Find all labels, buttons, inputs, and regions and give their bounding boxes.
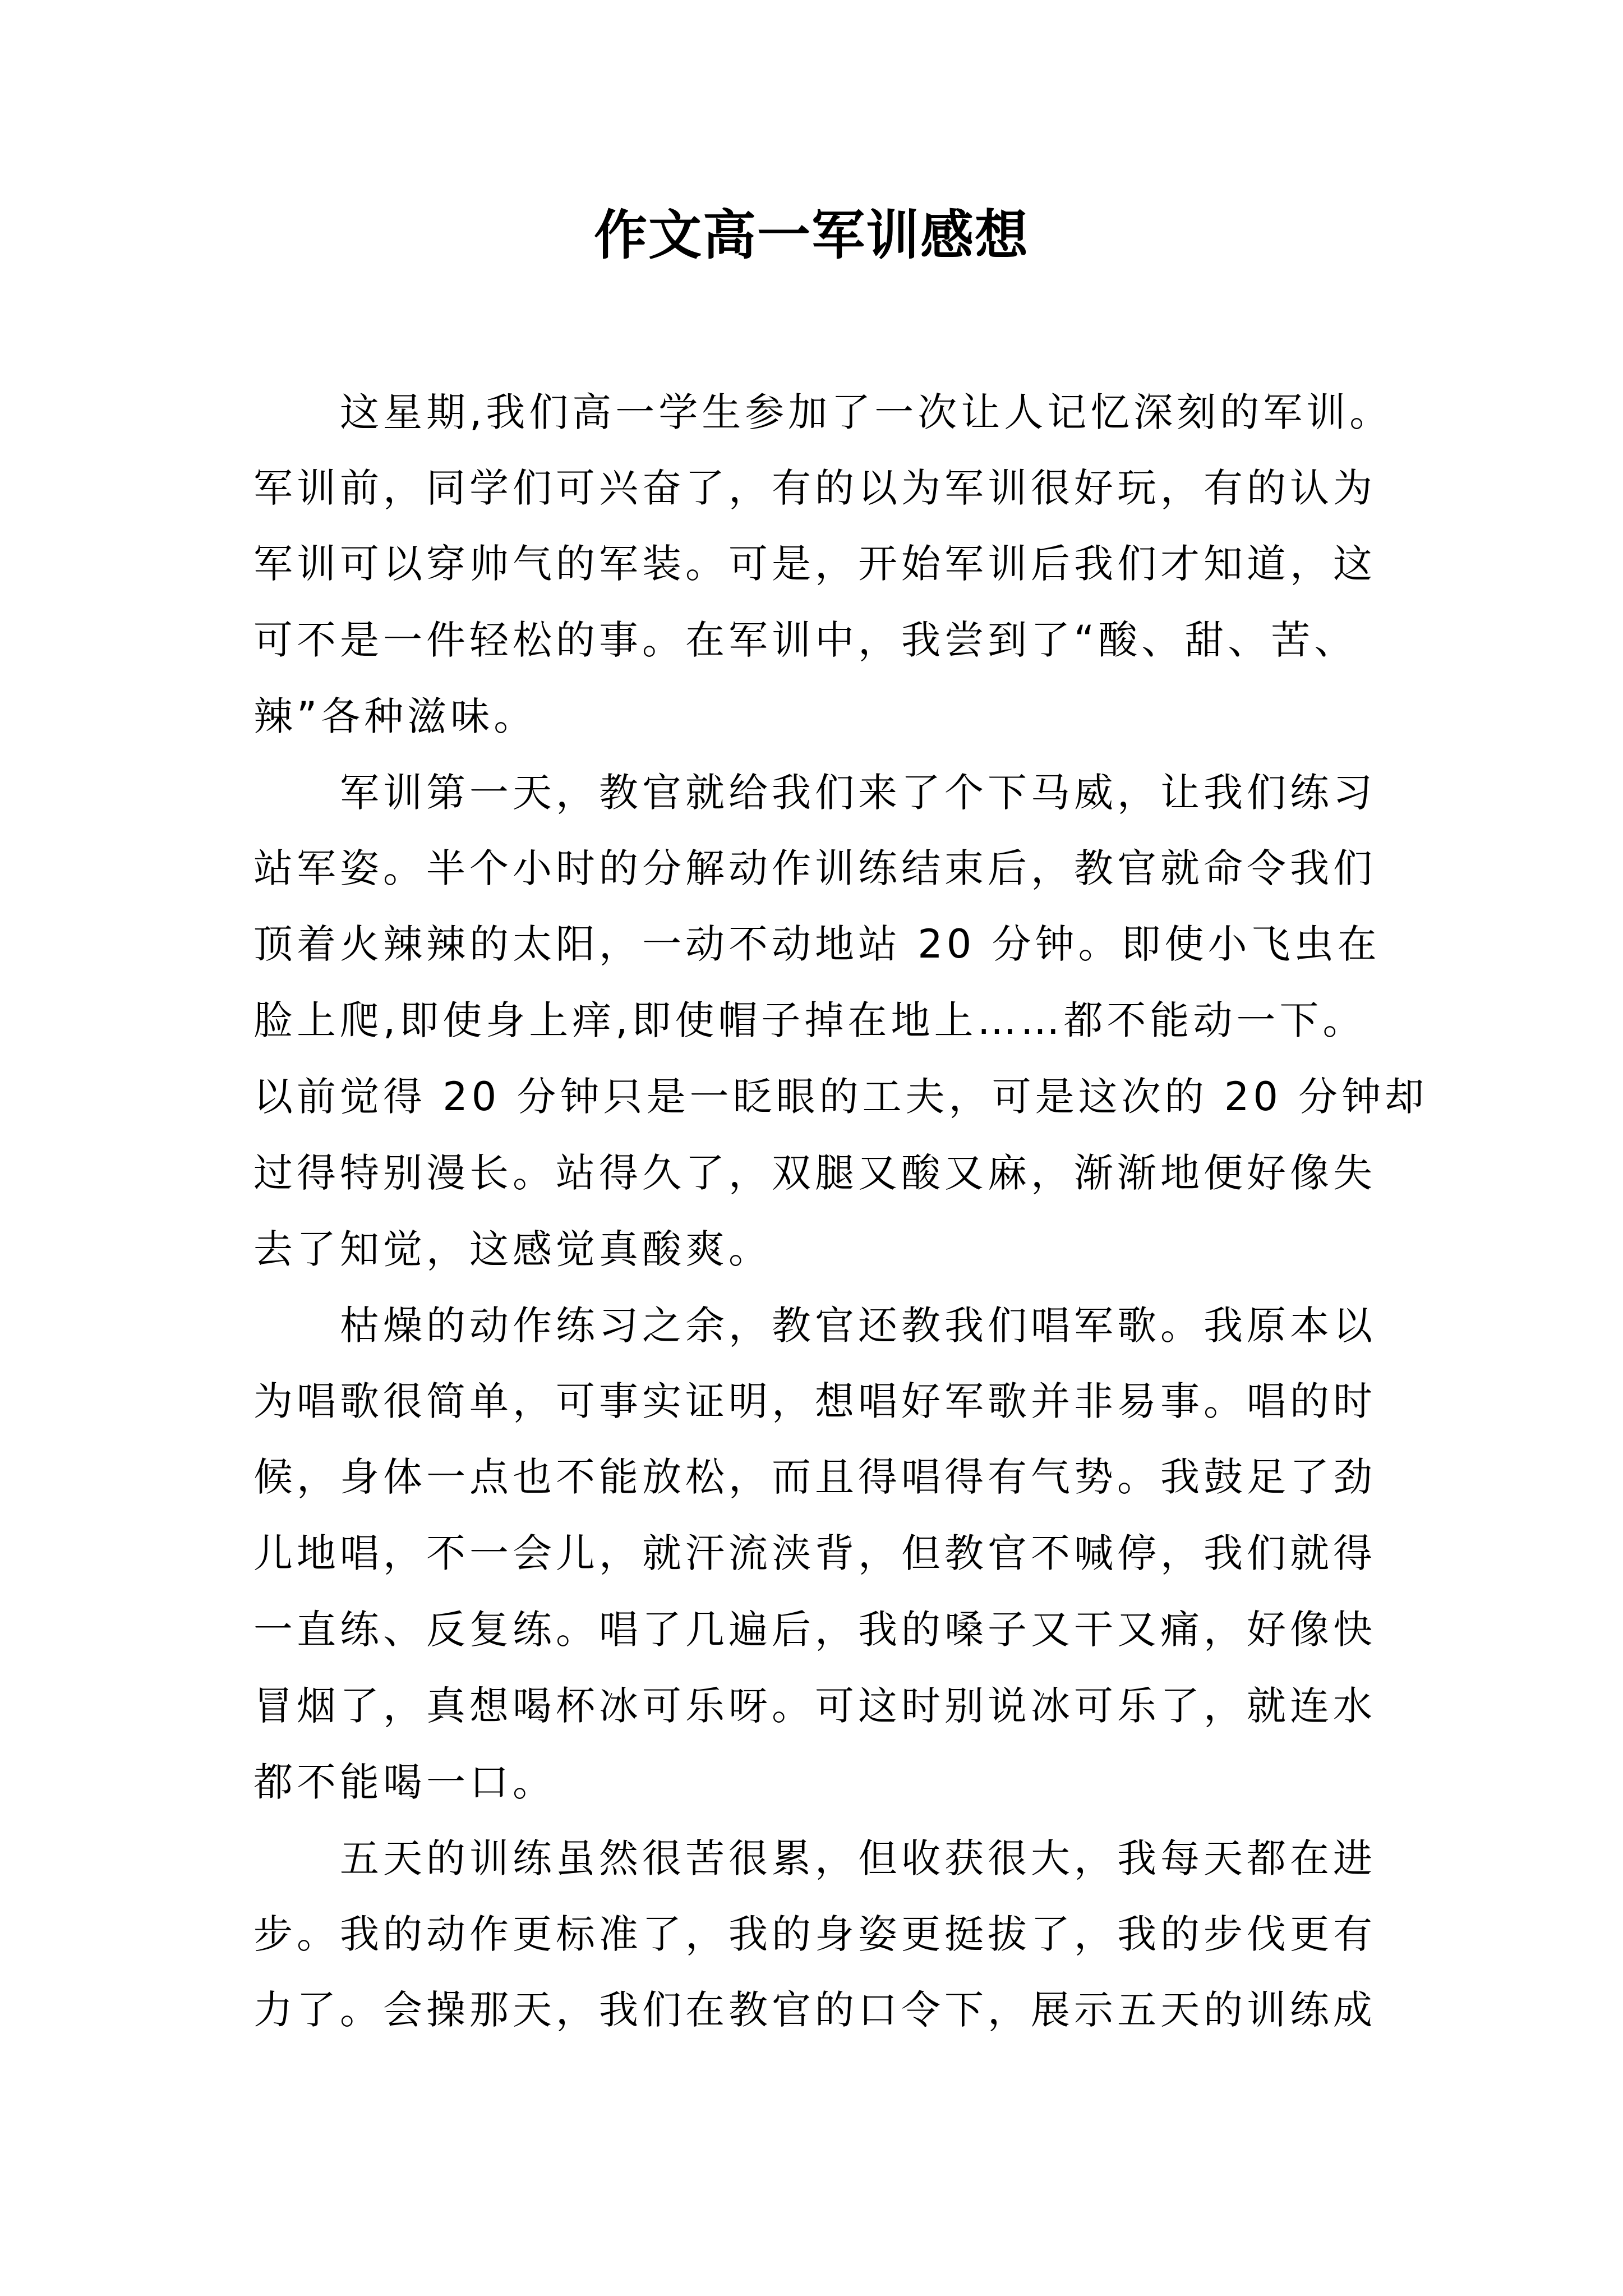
- body-line: 冒烟了，真想喝杯冰可乐呀。可这时别说冰可乐了，就连水: [253, 1683, 1376, 1729]
- body-line: 去了知觉，这感觉真酸爽。: [253, 1226, 772, 1272]
- body-line: 儿地唱，不一会儿，就汗流浃背，但教官不喊停，我们就得: [253, 1530, 1376, 1576]
- body-line: 顶着火辣辣的太阳，一动不动地站 20 分钟。即使小飞虫在: [253, 921, 1381, 967]
- body-line: 辣”各种滋味。: [253, 693, 537, 739]
- body-line: 为唱歌很简单，可事实证明，想唱好军歌并非易事。唱的时: [253, 1378, 1376, 1424]
- body-line: 脸上爬,即使身上痒,即使帽子掉在地上……都不能动一下。: [253, 997, 1366, 1043]
- body-line: 军训前，同学们可兴奋了，有的以为军训很好玩，有的认为: [253, 465, 1376, 511]
- body-line: 军训第一天，教官就给我们来了个下马威，让我们练习: [253, 770, 1376, 816]
- document-title: 作文高一军训感想: [593, 204, 1029, 266]
- body-line: 力了。会操那天，我们在教官的口令下，展示五天的训练成: [253, 1987, 1376, 2033]
- body-line: 站军姿。半个小时的分解动作训练结束后，教官就命令我们: [253, 845, 1376, 891]
- body-line: 军训可以穿帅气的军装。可是，开始军训后我们才知道，这: [253, 541, 1376, 587]
- body-line: 可不是一件轻松的事。在军训中，我尝到了“酸、甜、苦、: [253, 617, 1358, 663]
- body-line: 一直练、反复练。唱了几遍后，我的嗓子又干又痛，好像快: [253, 1607, 1376, 1653]
- body-line: 枯燥的动作练习之余，教官还教我们唱军歌。我原本以: [253, 1303, 1376, 1349]
- body-line: 候，身体一点也不能放松，而且得唱得有气势。我鼓足了劲: [253, 1454, 1376, 1500]
- body-line: 这星期,我们高一学生参加了一次让人记忆深刻的军训。: [253, 389, 1393, 435]
- body-line: 步。我的动作更标准了，我的身姿更挺拔了，我的步伐更有: [253, 1911, 1376, 1957]
- body-line: 以前觉得 20 分钟只是一眨眼的工夫，可是这次的 20 分钟却: [253, 1074, 1428, 1120]
- body-line: 五天的训练虽然很苦很累，但收获很大，我每天都在进: [253, 1835, 1376, 1881]
- body-line: 都不能喝一口。: [253, 1759, 556, 1805]
- body-line: 过得特别漫长。站得久了，双腿又酸又麻，渐渐地便好像失: [253, 1150, 1376, 1196]
